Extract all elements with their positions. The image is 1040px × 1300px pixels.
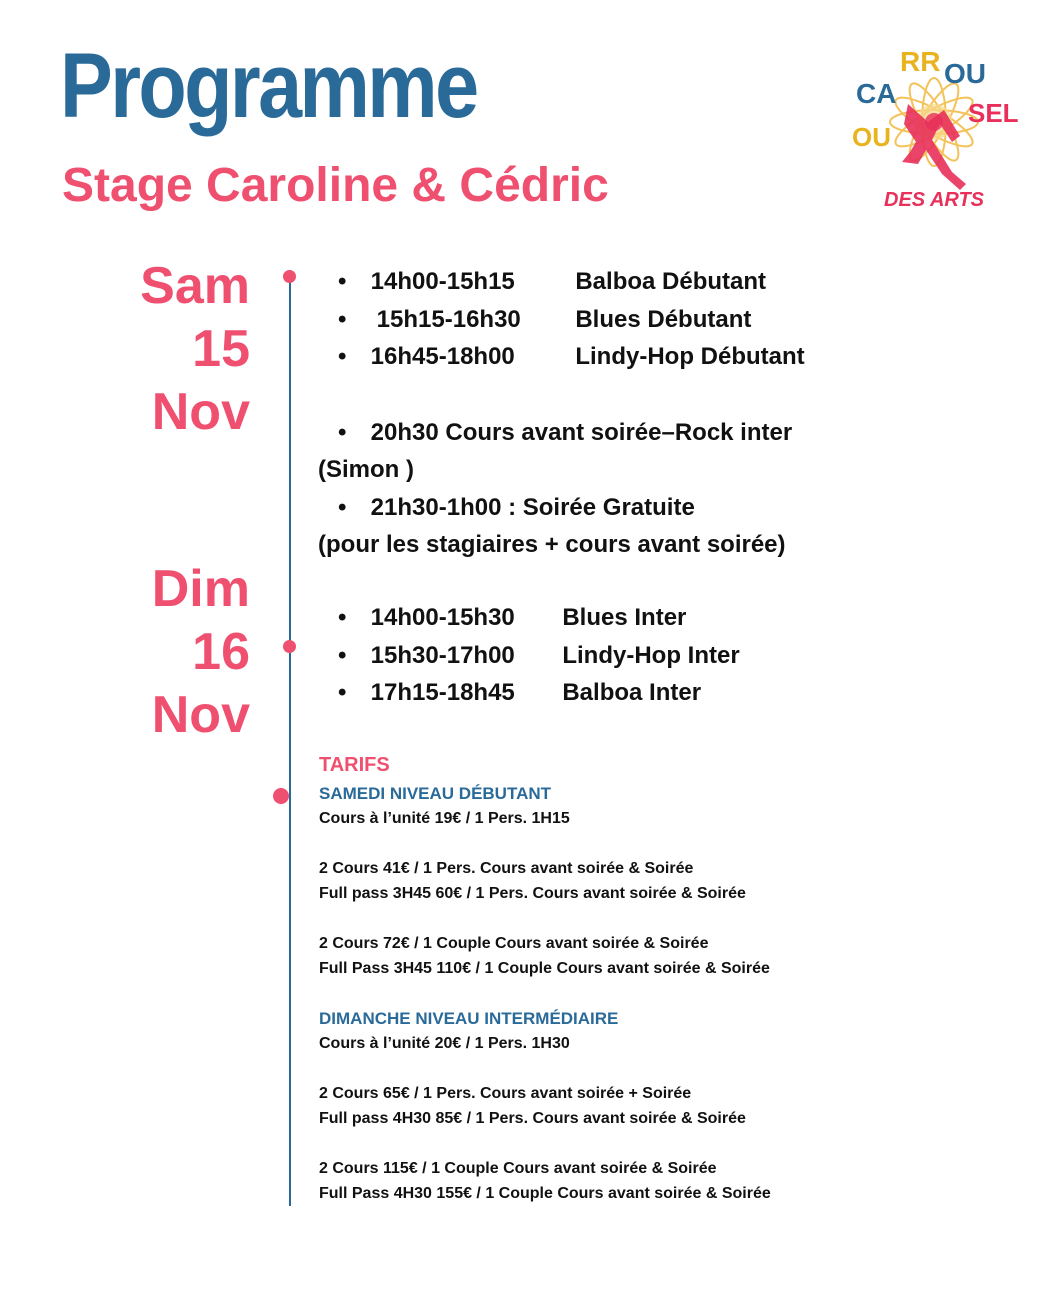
list-item xyxy=(316,267,766,297)
page-title: Programme xyxy=(60,35,477,137)
timeline-line xyxy=(289,270,291,1206)
timeline-dot xyxy=(283,640,296,653)
logo-word-des-arts: DES ARTS xyxy=(884,189,985,211)
bullet: • xyxy=(338,494,347,521)
day-month: Nov xyxy=(151,686,250,744)
price-line: Full pass 3H45 60€ / 1 Pers. Cours avant soirée & Soirée xyxy=(319,885,746,902)
list-item xyxy=(316,493,695,523)
price-line: 2 Cours 41€ / 1 Pers. Cours avant soirée & Soirée xyxy=(319,860,694,877)
price-line: 2 Cours 115€ / 1 Couple Cours avant soirée & Soirée xyxy=(319,1160,717,1177)
price-line: 2 Cours 65€ / 1 Pers. Cours avant soirée + Soirée xyxy=(319,1085,692,1102)
price-line: Full Pass 4H30 155€ / 1 Couple Cours avant soirée & Soirée xyxy=(319,1185,771,1202)
bullet: • xyxy=(338,306,347,333)
day-label-saturday xyxy=(62,255,250,444)
bullet: • xyxy=(338,604,347,631)
class-time: 15h30-17h00 xyxy=(370,642,515,669)
list-item xyxy=(316,418,792,448)
price-line: Full Pass 3H45 110€ / 1 Couple Cours avant soirée & Soirée xyxy=(319,960,770,977)
list-item xyxy=(316,678,701,708)
tarifs-samedi-title: SAMEDI NIVEAU DÉBUTANT xyxy=(319,784,552,803)
tarifs-heading: TARIFS xyxy=(319,754,390,776)
logo-word-sel: SEL xyxy=(968,98,1019,128)
timeline-dot xyxy=(283,270,296,283)
list-item xyxy=(316,305,751,335)
price-line: Cours à l’unité 20€ / 1 Pers. 1H30 xyxy=(319,1035,570,1052)
bullet: • xyxy=(338,343,347,370)
day-name: Sam xyxy=(140,257,250,315)
day-label-sunday xyxy=(62,558,250,747)
class-activity: Lindy-Hop Débutant xyxy=(575,343,805,370)
bullet: • xyxy=(338,268,347,295)
tarifs-dimanche-title: DIMANCHE NIVEAU INTERMÉDIAIRE xyxy=(319,1009,619,1028)
class-time: 16h45-18h00 xyxy=(370,343,515,370)
class-time: 14h00-15h15 xyxy=(370,268,515,295)
event-text: 20h30 Cours avant soirée–Rock inter xyxy=(370,419,793,446)
price-line: Full pass 4H30 85€ / 1 Pers. Cours avant soirée & Soirée xyxy=(319,1110,746,1127)
event-continuation: (Simon ) xyxy=(318,456,414,483)
class-activity: Lindy-Hop Inter xyxy=(562,642,740,669)
class-time: 15h15-16h30 xyxy=(376,306,521,333)
bullet: • xyxy=(338,679,347,706)
day-date: 16 xyxy=(192,623,250,681)
carrousel-des-arts-logo xyxy=(848,44,1018,214)
class-activity: Blues Inter xyxy=(562,604,687,631)
class-activity: Balboa Inter xyxy=(562,679,702,706)
day-month: Nov xyxy=(151,383,250,441)
logo-word-ou-top: OU xyxy=(944,58,986,89)
event-continuation: (pour les stagiaires + cours avant soirée) xyxy=(318,531,786,558)
page-subtitle: Stage Caroline & Cédric xyxy=(62,159,609,212)
class-time: 14h00-15h30 xyxy=(370,604,515,631)
price-line: 2 Cours 72€ / 1 Couple Cours avant soirée & Soirée xyxy=(319,935,709,952)
price-line: Cours à l’unité 19€ / 1 Pers. 1H15 xyxy=(319,810,570,827)
day-date: 15 xyxy=(192,320,250,378)
class-activity: Balboa Débutant xyxy=(575,268,767,295)
list-item xyxy=(316,603,686,633)
logo-word-ca: CA xyxy=(856,78,897,109)
logo-word-rr: RR xyxy=(900,46,941,77)
list-item xyxy=(316,641,740,671)
logo-word-ou-left: OU xyxy=(852,122,891,152)
event-text: 21h30-1h00 : Soirée Gratuite xyxy=(370,494,695,521)
class-activity: Blues Débutant xyxy=(575,306,752,333)
bullet: • xyxy=(338,642,347,669)
class-time: 17h15-18h45 xyxy=(370,679,515,706)
list-item xyxy=(316,342,805,372)
day-name: Dim xyxy=(151,560,250,618)
timeline-dot xyxy=(273,788,289,804)
bullet: • xyxy=(338,419,347,446)
